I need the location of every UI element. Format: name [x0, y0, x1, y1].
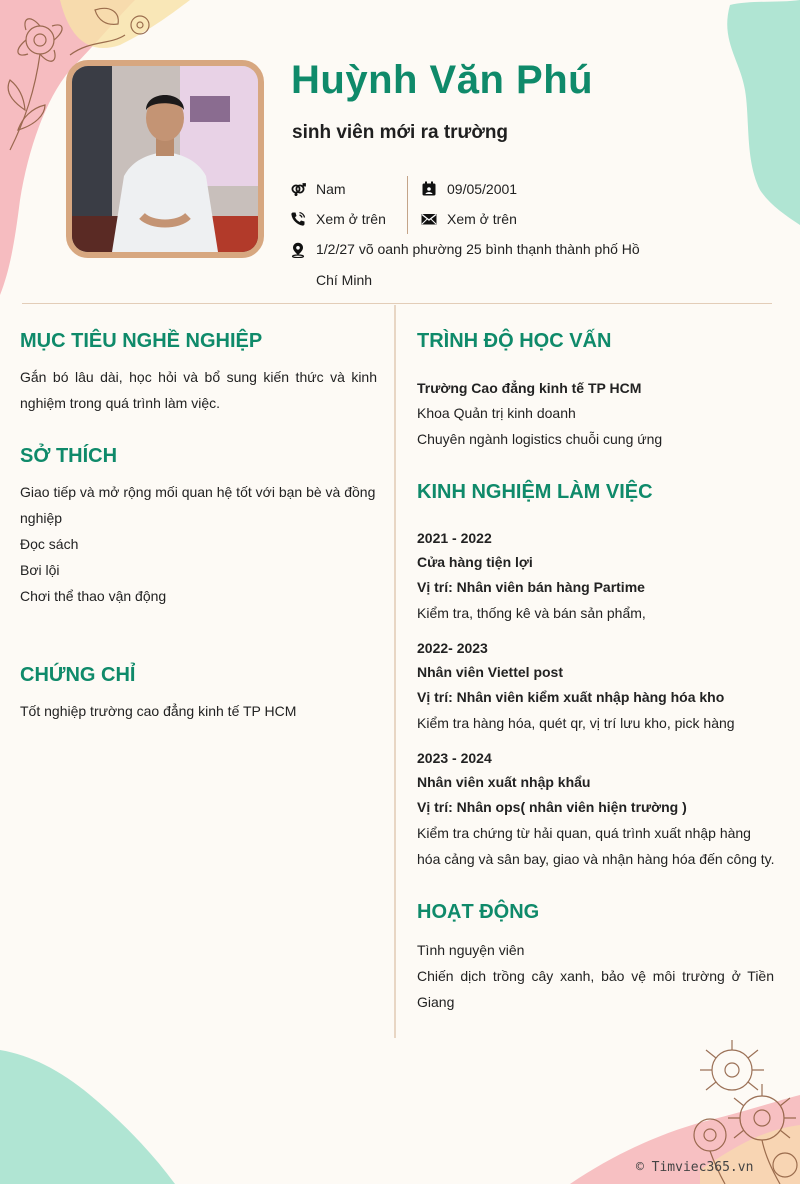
address-line-2: Chí Minh — [316, 272, 373, 288]
email-row — [421, 211, 517, 227]
objective-text: Gắn bó lâu dài, học hỏi và bổ sung kiến thức và kinh nghiệm trong quá trình làm việc. — [20, 369, 377, 411]
certificate-item: Tốt nghiệp trường cao đẳng kinh tế TP HCM — [20, 703, 297, 719]
job-company: Nhân viên xuất nhập khẩu — [417, 774, 591, 790]
activities-heading: HOẠT ĐỘNG — [417, 901, 540, 923]
job-title: sinh viên mới ra trường — [292, 122, 509, 143]
job-company: Nhân viên Viettel post — [417, 664, 563, 680]
job-position: Vị trí: Nhân viên kiểm xuất nhập hàng hóa kho — [417, 689, 725, 705]
calendar-icon — [421, 181, 437, 197]
hobby-item: Chơi thể thao vận động — [20, 588, 167, 604]
candidate-name: Huỳnh Văn Phú — [291, 58, 594, 102]
address-row — [290, 241, 640, 258]
phone-value[interactable]: Xem ở trên — [316, 211, 386, 227]
job-description: Kiểm tra, thống kê và bán sản phẩm, — [417, 605, 646, 621]
header-divider — [22, 303, 772, 304]
job-position: Vị trí: Nhân viên bán hàng Partime — [417, 579, 645, 595]
education-major: Chuyên ngành logistics chuỗi cung ứng — [417, 431, 663, 447]
hobby-item: Bơi lội — [20, 562, 60, 578]
hobby-item: Giao tiếp và mở rộng mối quan hệ tốt với bạn bè và đồng nghiệp — [20, 484, 376, 526]
job-description: Kiểm tra hàng hóa, quét qr, vị trí lưu kho, pick hàng — [417, 715, 735, 731]
envelope-icon — [421, 211, 437, 227]
education-school: Trường Cao đẳng kinh tế TP HCM — [417, 380, 642, 396]
column-divider — [394, 305, 396, 1038]
job-period: 2021 - 2022 — [417, 530, 492, 546]
birthday-value: 09/05/2001 — [447, 181, 518, 197]
phone-row — [290, 211, 386, 227]
activity-role: Tình nguyện viên — [417, 942, 525, 958]
profile-photo — [66, 60, 264, 258]
job-description: Kiểm tra chứng từ hải quan, quá trình xuất nhập hàng hóa cảng và sân bay, giao và nhận hàng hóa đến công ty. — [417, 825, 775, 867]
gender-value: Nam — [316, 181, 346, 197]
profile-photo-image — [72, 66, 258, 252]
birthday-row — [421, 181, 517, 197]
job-position: Vị trí: Nhân ops( nhân viên hiện trường ) — [417, 799, 687, 815]
experience-heading: KINH NGHIỆM LÀM VIỆC — [417, 481, 653, 503]
job-period: 2023 - 2024 — [417, 750, 492, 766]
objective-heading: MỤC TIÊU NGHỀ NGHIỆP — [20, 330, 263, 352]
location-pin-icon — [290, 242, 306, 258]
hobbies-heading: SỞ THÍCH — [20, 445, 118, 467]
gender-row — [290, 181, 346, 197]
education-heading: TRÌNH ĐỘ HỌC VẤN — [417, 330, 612, 352]
copyright-watermark: © Timviec365.vn — [636, 1160, 754, 1175]
job-company: Cửa hàng tiện lợi — [417, 554, 533, 570]
contact-divider — [407, 176, 408, 234]
activity-description: Chiến dịch trồng cây xanh, bảo vệ môi trường ở Tiền Giang — [417, 968, 774, 1010]
certificates-heading: CHỨNG CHỈ — [20, 664, 136, 686]
gender-icon — [290, 181, 306, 197]
bottom-left-watercolor-decoration — [0, 1040, 200, 1184]
address-line-1: 1/2/27 võ oanh phường 25 bình thạnh thành phố Hồ — [316, 241, 640, 257]
phone-icon — [290, 211, 306, 227]
job-period: 2022- 2023 — [417, 640, 488, 656]
top-right-watercolor-decoration — [700, 0, 800, 230]
email-value[interactable]: Xem ở trên — [447, 211, 517, 227]
hobby-item: Đọc sách — [20, 536, 79, 552]
education-faculty: Khoa Quản trị kinh doanh — [417, 405, 576, 421]
